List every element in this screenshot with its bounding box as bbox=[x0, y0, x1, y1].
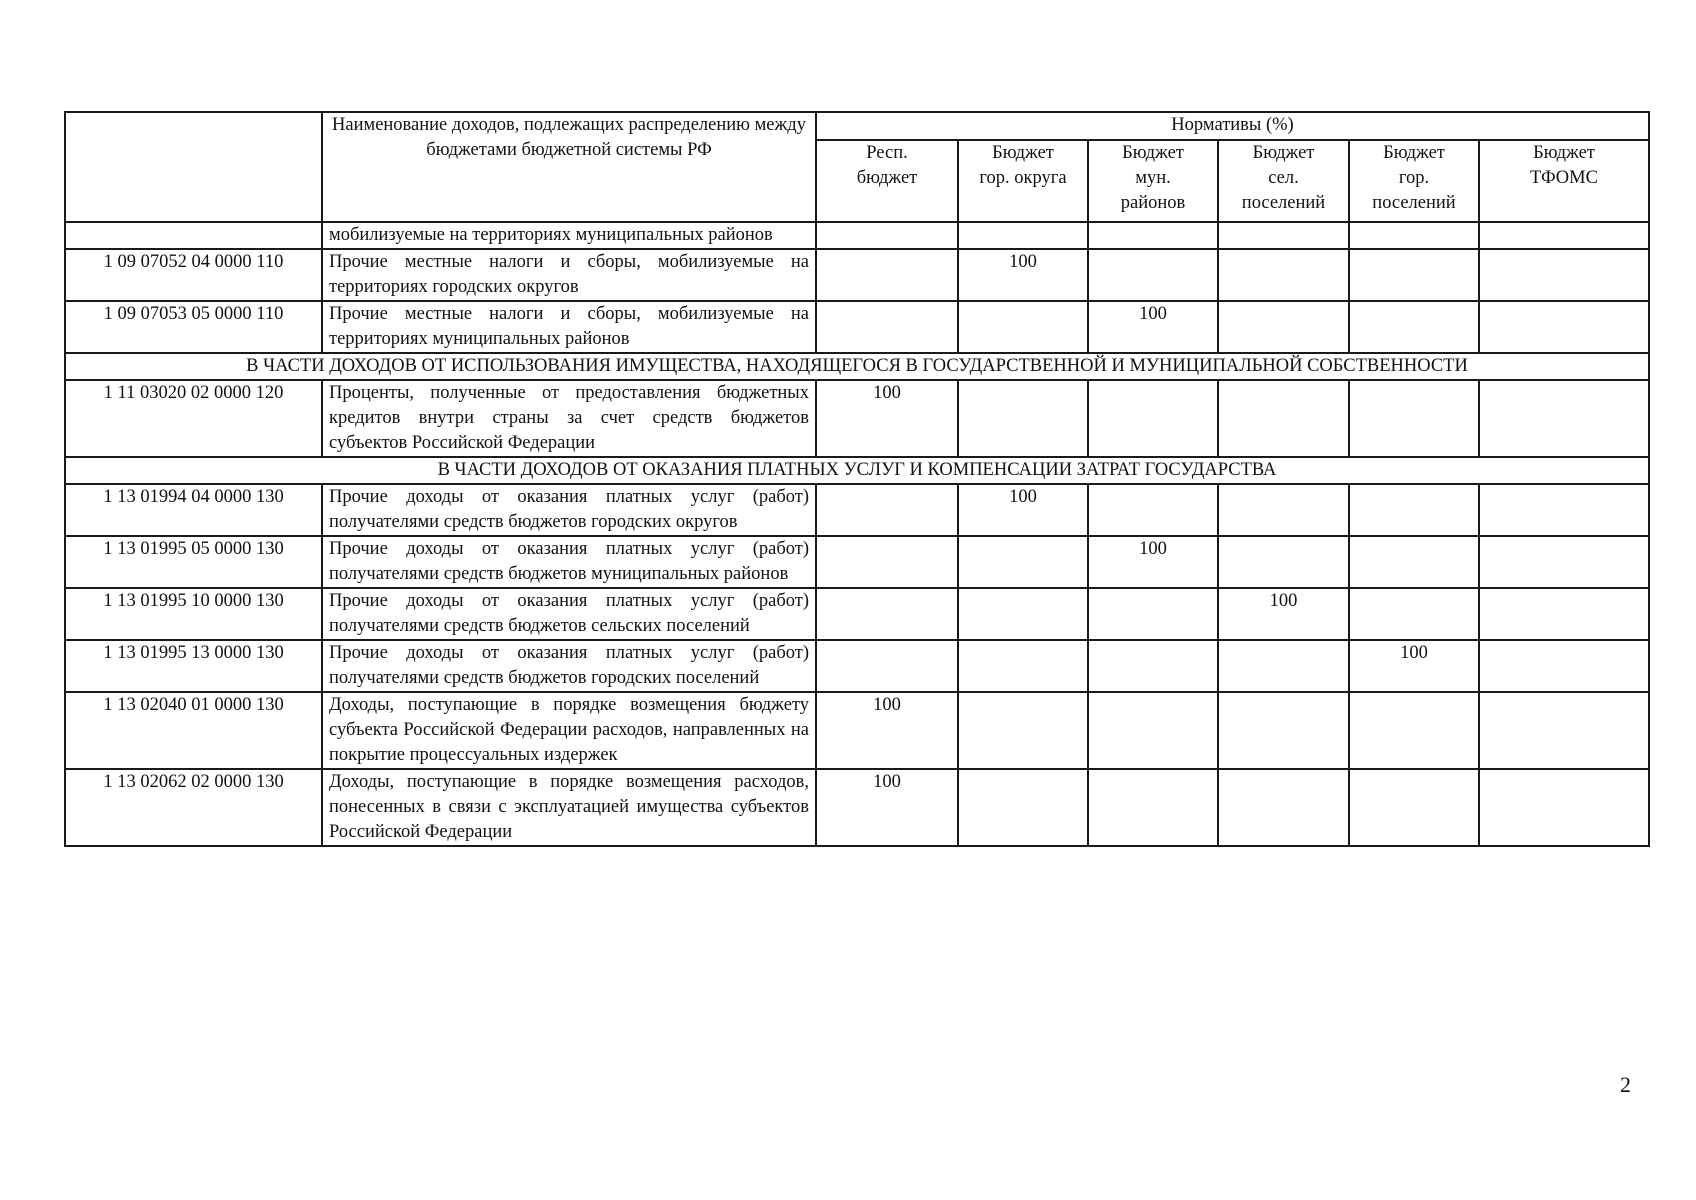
norm-value bbox=[1479, 692, 1649, 769]
norm-value bbox=[1349, 692, 1479, 769]
header-budget-column bbox=[958, 140, 1088, 222]
norm-value bbox=[816, 536, 958, 588]
norm-value bbox=[1088, 380, 1218, 457]
header-budget-column-line: мун. bbox=[1135, 168, 1171, 188]
income-name: Прочие доходы от оказания платных услуг (работ) получателями средств бюджетов городских округов bbox=[322, 484, 816, 536]
header-norms-cell: Нормативы (%) bbox=[816, 112, 1649, 140]
norm-value bbox=[1479, 536, 1649, 588]
budget-distribution-table bbox=[64, 111, 1650, 847]
norm-value bbox=[816, 640, 958, 692]
page-number: 2 bbox=[1620, 1072, 1631, 1097]
header-budget-column bbox=[1218, 140, 1349, 222]
norm-value bbox=[1349, 380, 1479, 457]
norm-value bbox=[958, 536, 1088, 588]
norm-value: 100 bbox=[1088, 301, 1218, 353]
norm-value bbox=[1349, 536, 1479, 588]
norm-value bbox=[958, 769, 1088, 846]
norm-value bbox=[1479, 249, 1649, 301]
norm-value bbox=[1218, 769, 1349, 846]
income-name: Прочие местные налоги и сборы, мобилизуемые на территориях городских округов bbox=[322, 249, 816, 301]
norm-value bbox=[1349, 301, 1479, 353]
norm-value bbox=[816, 301, 958, 353]
header-budget-column bbox=[1479, 140, 1649, 222]
norm-value bbox=[1349, 222, 1479, 249]
income-name: Доходы, поступающие в порядке возмещения расходов, понесенных в связи с эксплуатацией имущества субъектов Российской Федерации bbox=[322, 769, 816, 846]
norm-value: 100 bbox=[1218, 588, 1349, 640]
norm-value bbox=[1088, 222, 1218, 249]
norm-value bbox=[1479, 380, 1649, 457]
header-budget-column-line: Бюджет bbox=[1533, 143, 1595, 163]
norm-value bbox=[1218, 380, 1349, 457]
norm-value bbox=[1349, 769, 1479, 846]
table-row bbox=[65, 484, 1649, 536]
norm-value: 100 bbox=[1349, 640, 1479, 692]
section-title: В ЧАСТИ ДОХОДОВ ОТ ИСПОЛЬЗОВАНИЯ ИМУЩЕСТВА, НАХОДЯЩЕГОСЯ В ГОСУДАРСТВЕННОЙ И МУНИЦИПАЛЬНОЙ СОБСТВЕННОСТИ bbox=[65, 353, 1649, 380]
norm-value bbox=[1218, 222, 1349, 249]
header-budget-column-line: районов bbox=[1120, 193, 1186, 213]
norm-value bbox=[1218, 484, 1349, 536]
header-budget-column-line: Бюджет bbox=[1383, 143, 1445, 163]
norm-value bbox=[958, 301, 1088, 353]
norm-value bbox=[1088, 484, 1218, 536]
header-budget-column-line: поселений bbox=[1372, 193, 1456, 213]
income-code: 1 13 01995 10 0000 130 bbox=[65, 588, 322, 640]
budget-table-container bbox=[64, 111, 1648, 847]
header-budget-column-line: гор. округа bbox=[979, 168, 1067, 188]
header-budget-column-line: сел. bbox=[1268, 168, 1299, 188]
income-code: 1 13 01995 13 0000 130 bbox=[65, 640, 322, 692]
header-budget-column-line: Бюджет bbox=[992, 143, 1054, 163]
header-code-cell bbox=[65, 112, 322, 222]
header-budget-column-line: гор. bbox=[1398, 168, 1430, 188]
norm-value bbox=[1479, 301, 1649, 353]
table-body bbox=[65, 222, 1649, 846]
norm-value bbox=[1479, 588, 1649, 640]
norm-value bbox=[1088, 640, 1218, 692]
income-code: 1 11 03020 02 0000 120 bbox=[65, 380, 322, 457]
norm-value bbox=[958, 640, 1088, 692]
table-header bbox=[65, 112, 1649, 222]
norm-value bbox=[1479, 222, 1649, 249]
table-row bbox=[65, 640, 1649, 692]
section-row bbox=[65, 353, 1649, 380]
norm-value bbox=[1088, 769, 1218, 846]
income-name: Проценты, полученные от предоставления бюджетных кредитов внутри страны за счет средств бюджетов субъектов Российской Федерации bbox=[322, 380, 816, 457]
norm-value bbox=[1218, 692, 1349, 769]
income-name: Прочие доходы от оказания платных услуг (работ) получателями средств бюджетов муниципальных районов bbox=[322, 536, 816, 588]
income-name: мобилизуемые на территориях муниципальных районов bbox=[322, 222, 816, 249]
norm-value: 100 bbox=[958, 484, 1088, 536]
section-title: В ЧАСТИ ДОХОДОВ ОТ ОКАЗАНИЯ ПЛАТНЫХ УСЛУГ И КОМПЕНСАЦИИ ЗАТРАТ ГОСУДАРСТВА bbox=[65, 457, 1649, 484]
table-row bbox=[65, 588, 1649, 640]
norm-value bbox=[816, 249, 958, 301]
income-name: Прочие местные налоги и сборы, мобилизуемые на территориях муниципальных районов bbox=[322, 301, 816, 353]
norm-value bbox=[1479, 484, 1649, 536]
norm-value bbox=[1218, 301, 1349, 353]
norm-value bbox=[816, 484, 958, 536]
section-row bbox=[65, 457, 1649, 484]
table-row bbox=[65, 380, 1649, 457]
norm-value bbox=[958, 692, 1088, 769]
norm-value bbox=[1088, 692, 1218, 769]
norm-value: 100 bbox=[958, 249, 1088, 301]
table-row bbox=[65, 222, 1649, 249]
norm-value bbox=[816, 588, 958, 640]
income-code: 1 13 01995 05 0000 130 bbox=[65, 536, 322, 588]
norm-value bbox=[1349, 588, 1479, 640]
income-code: 1 09 07053 05 0000 110 bbox=[65, 301, 322, 353]
norm-value: 100 bbox=[816, 380, 958, 457]
norm-value bbox=[1479, 769, 1649, 846]
income-code bbox=[65, 222, 322, 249]
norm-value bbox=[1479, 640, 1649, 692]
income-name: Доходы, поступающие в порядке возмещения бюджету субъекта Российской Федерации расходов, направленных на покрытие процессуальных издержек bbox=[322, 692, 816, 769]
income-code: 1 13 02062 02 0000 130 bbox=[65, 769, 322, 846]
header-budget-column bbox=[816, 140, 958, 222]
table-row bbox=[65, 249, 1649, 301]
table-row bbox=[65, 769, 1649, 846]
header-name-cell: Наименование доходов, подлежащих распределению между бюджетами бюджетной системы РФ bbox=[322, 112, 816, 222]
norm-value bbox=[958, 588, 1088, 640]
header-budget-column-line: Бюджет bbox=[1252, 143, 1315, 163]
header-budget-column-line: Респ. bbox=[866, 143, 908, 163]
norm-value bbox=[958, 222, 1088, 249]
table-row bbox=[65, 692, 1649, 769]
norm-value bbox=[816, 222, 958, 249]
norm-value bbox=[1349, 249, 1479, 301]
norm-value bbox=[958, 380, 1088, 457]
norm-value bbox=[1088, 588, 1218, 640]
header-budget-column-line: Бюджет bbox=[1122, 143, 1184, 163]
norm-value: 100 bbox=[816, 692, 958, 769]
norm-value bbox=[1218, 536, 1349, 588]
table-row bbox=[65, 536, 1649, 588]
norm-value bbox=[1349, 484, 1479, 536]
income-code: 1 09 07052 04 0000 110 bbox=[65, 249, 322, 301]
income-name: Прочие доходы от оказания платных услуг (работ) получателями средств бюджетов городских поселений bbox=[322, 640, 816, 692]
income-code: 1 13 02040 01 0000 130 bbox=[65, 692, 322, 769]
income-code: 1 13 01994 04 0000 130 bbox=[65, 484, 322, 536]
income-name: Прочие доходы от оказания платных услуг (работ) получателями средств бюджетов сельских поселений bbox=[322, 588, 816, 640]
norm-value: 100 bbox=[1088, 536, 1218, 588]
header-budget-column bbox=[1088, 140, 1218, 222]
norm-value bbox=[1218, 640, 1349, 692]
norm-value bbox=[1218, 249, 1349, 301]
header-budget-column-line: ТФОМС bbox=[1530, 168, 1598, 188]
norm-value: 100 bbox=[816, 769, 958, 846]
norm-value bbox=[1088, 249, 1218, 301]
header-budget-column-line: бюджет bbox=[856, 168, 918, 188]
header-budget-column bbox=[1349, 140, 1479, 222]
table-row bbox=[65, 301, 1649, 353]
header-budget-column-line: поселений bbox=[1241, 193, 1326, 213]
